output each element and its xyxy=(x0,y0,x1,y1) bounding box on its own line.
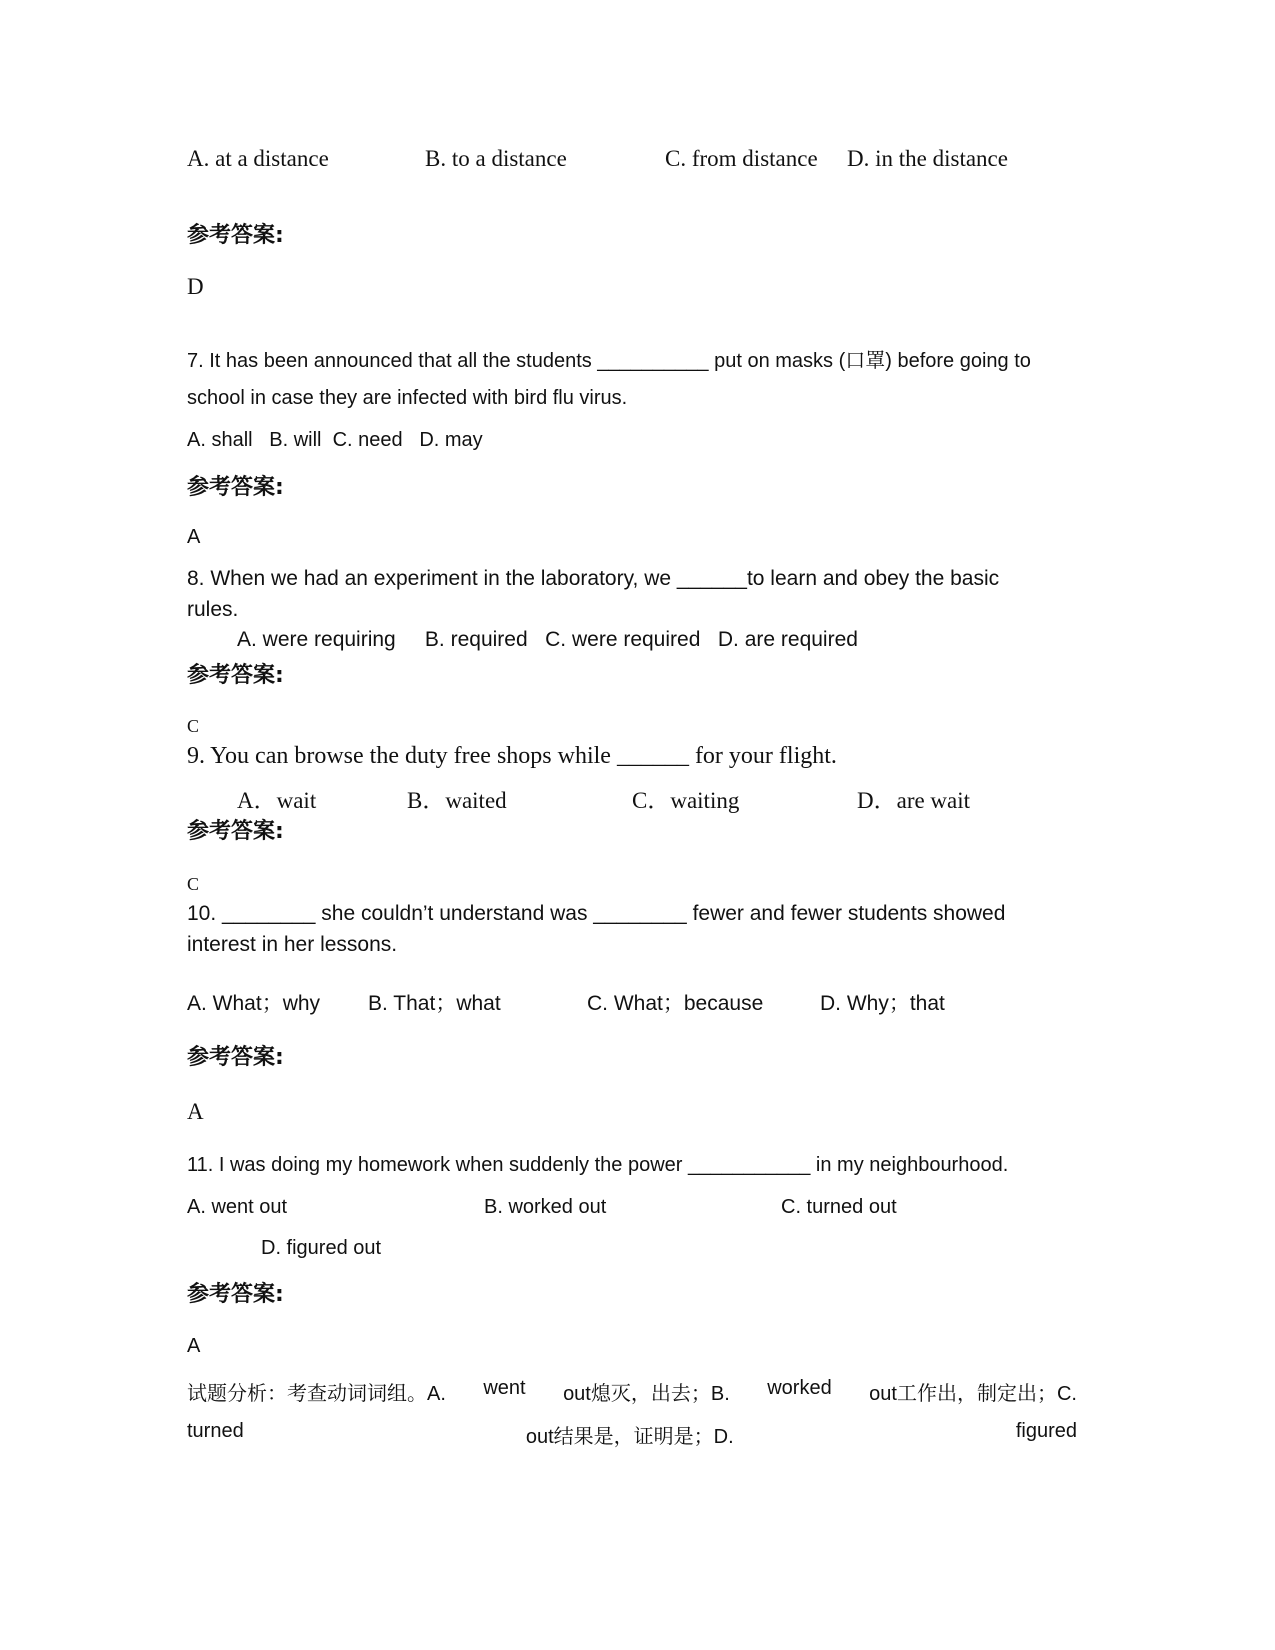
q11-option-c: C. turned out xyxy=(781,1196,897,1218)
q11-answer: A xyxy=(187,1335,201,1357)
analysis-seg: figured xyxy=(1015,1420,1077,1442)
analysis-seg: out结果是，证明是；D. xyxy=(525,1426,734,1448)
q6-option-d: D. in the distance xyxy=(847,146,1008,171)
q8-answer: C xyxy=(187,716,200,736)
q6-option-a: A. at a distance xyxy=(187,146,329,171)
q11-option-d: D. figured out xyxy=(261,1237,382,1259)
q7-question-line2: school in case they are infected with bird flu virus. xyxy=(187,387,628,409)
q7-answer: A xyxy=(187,526,201,548)
analysis-seg: out熄灭，出去；B. xyxy=(563,1383,730,1405)
q6-answer-label: 参考答案: xyxy=(187,223,284,248)
q9-option-a: A．wait xyxy=(237,788,317,813)
q9-option-b: B．waited xyxy=(407,788,507,813)
q9-answer-label: 参考答案: xyxy=(187,819,284,844)
q7-answer-label: 参考答案: xyxy=(187,475,284,500)
q10-question-line1: 10. ________ she couldn’t understand was ________ fewer and fewer students showed xyxy=(187,902,1006,925)
analysis-seg: 试题分析：考查动词词组。A. xyxy=(187,1383,446,1405)
q6-option-b: B. to a distance xyxy=(425,146,567,171)
analysis-seg: out工作出，制定出；C. xyxy=(869,1383,1077,1405)
q11-analysis-line1 xyxy=(187,1377,1077,1406)
q11-option-b: B. worked out xyxy=(484,1196,607,1218)
q11-question-line1: 11. I was doing my homework when suddenly the power ___________ in my neighbourhood. xyxy=(187,1154,1009,1176)
q10-option-b: B. That；what xyxy=(368,992,501,1015)
q10-answer-label: 参考答案: xyxy=(187,1045,284,1070)
q10-option-a: A. What；why xyxy=(187,992,321,1015)
q9-option-c: C．waiting xyxy=(632,788,740,813)
q11-option-a: A. went out xyxy=(187,1196,288,1218)
q11-analysis-line2 xyxy=(187,1420,1077,1449)
q9-question-line1: 9. You can browse the duty free shops while ______ for your flight. xyxy=(187,743,837,769)
analysis-seg: turned xyxy=(187,1420,244,1442)
q7-question-line1: 7. It has been announced that all the students __________ put on masks (口罩) before going to xyxy=(187,350,1031,372)
q11-answer-label: 参考答案: xyxy=(187,1282,284,1307)
q11-options xyxy=(187,1196,1087,1266)
q6-option-c: C. from distance xyxy=(665,146,818,171)
q6-answer: D xyxy=(187,274,204,299)
q10-question-line2: interest in her lessons. xyxy=(187,933,398,956)
analysis-seg: went xyxy=(483,1377,526,1399)
q8-question-line1: 8. When we had an experiment in the laboratory, we ______to learn and obey the basic xyxy=(187,567,1000,590)
q10-answer: A xyxy=(187,1099,204,1124)
q8-options: A. were requiring B. required C. were required D. are required xyxy=(237,628,858,651)
q9-answer: C xyxy=(187,874,200,894)
q10-option-c: C. What；because xyxy=(587,992,764,1015)
q7-options: A. shall B. will C. need D. may xyxy=(187,429,483,451)
q10-option-d: D. Why；that xyxy=(820,992,945,1015)
q8-answer-label: 参考答案: xyxy=(187,663,284,688)
analysis-seg: worked xyxy=(767,1377,832,1399)
q8-question-line2: rules. xyxy=(187,598,239,621)
q9-option-d: D．are wait xyxy=(857,788,971,813)
